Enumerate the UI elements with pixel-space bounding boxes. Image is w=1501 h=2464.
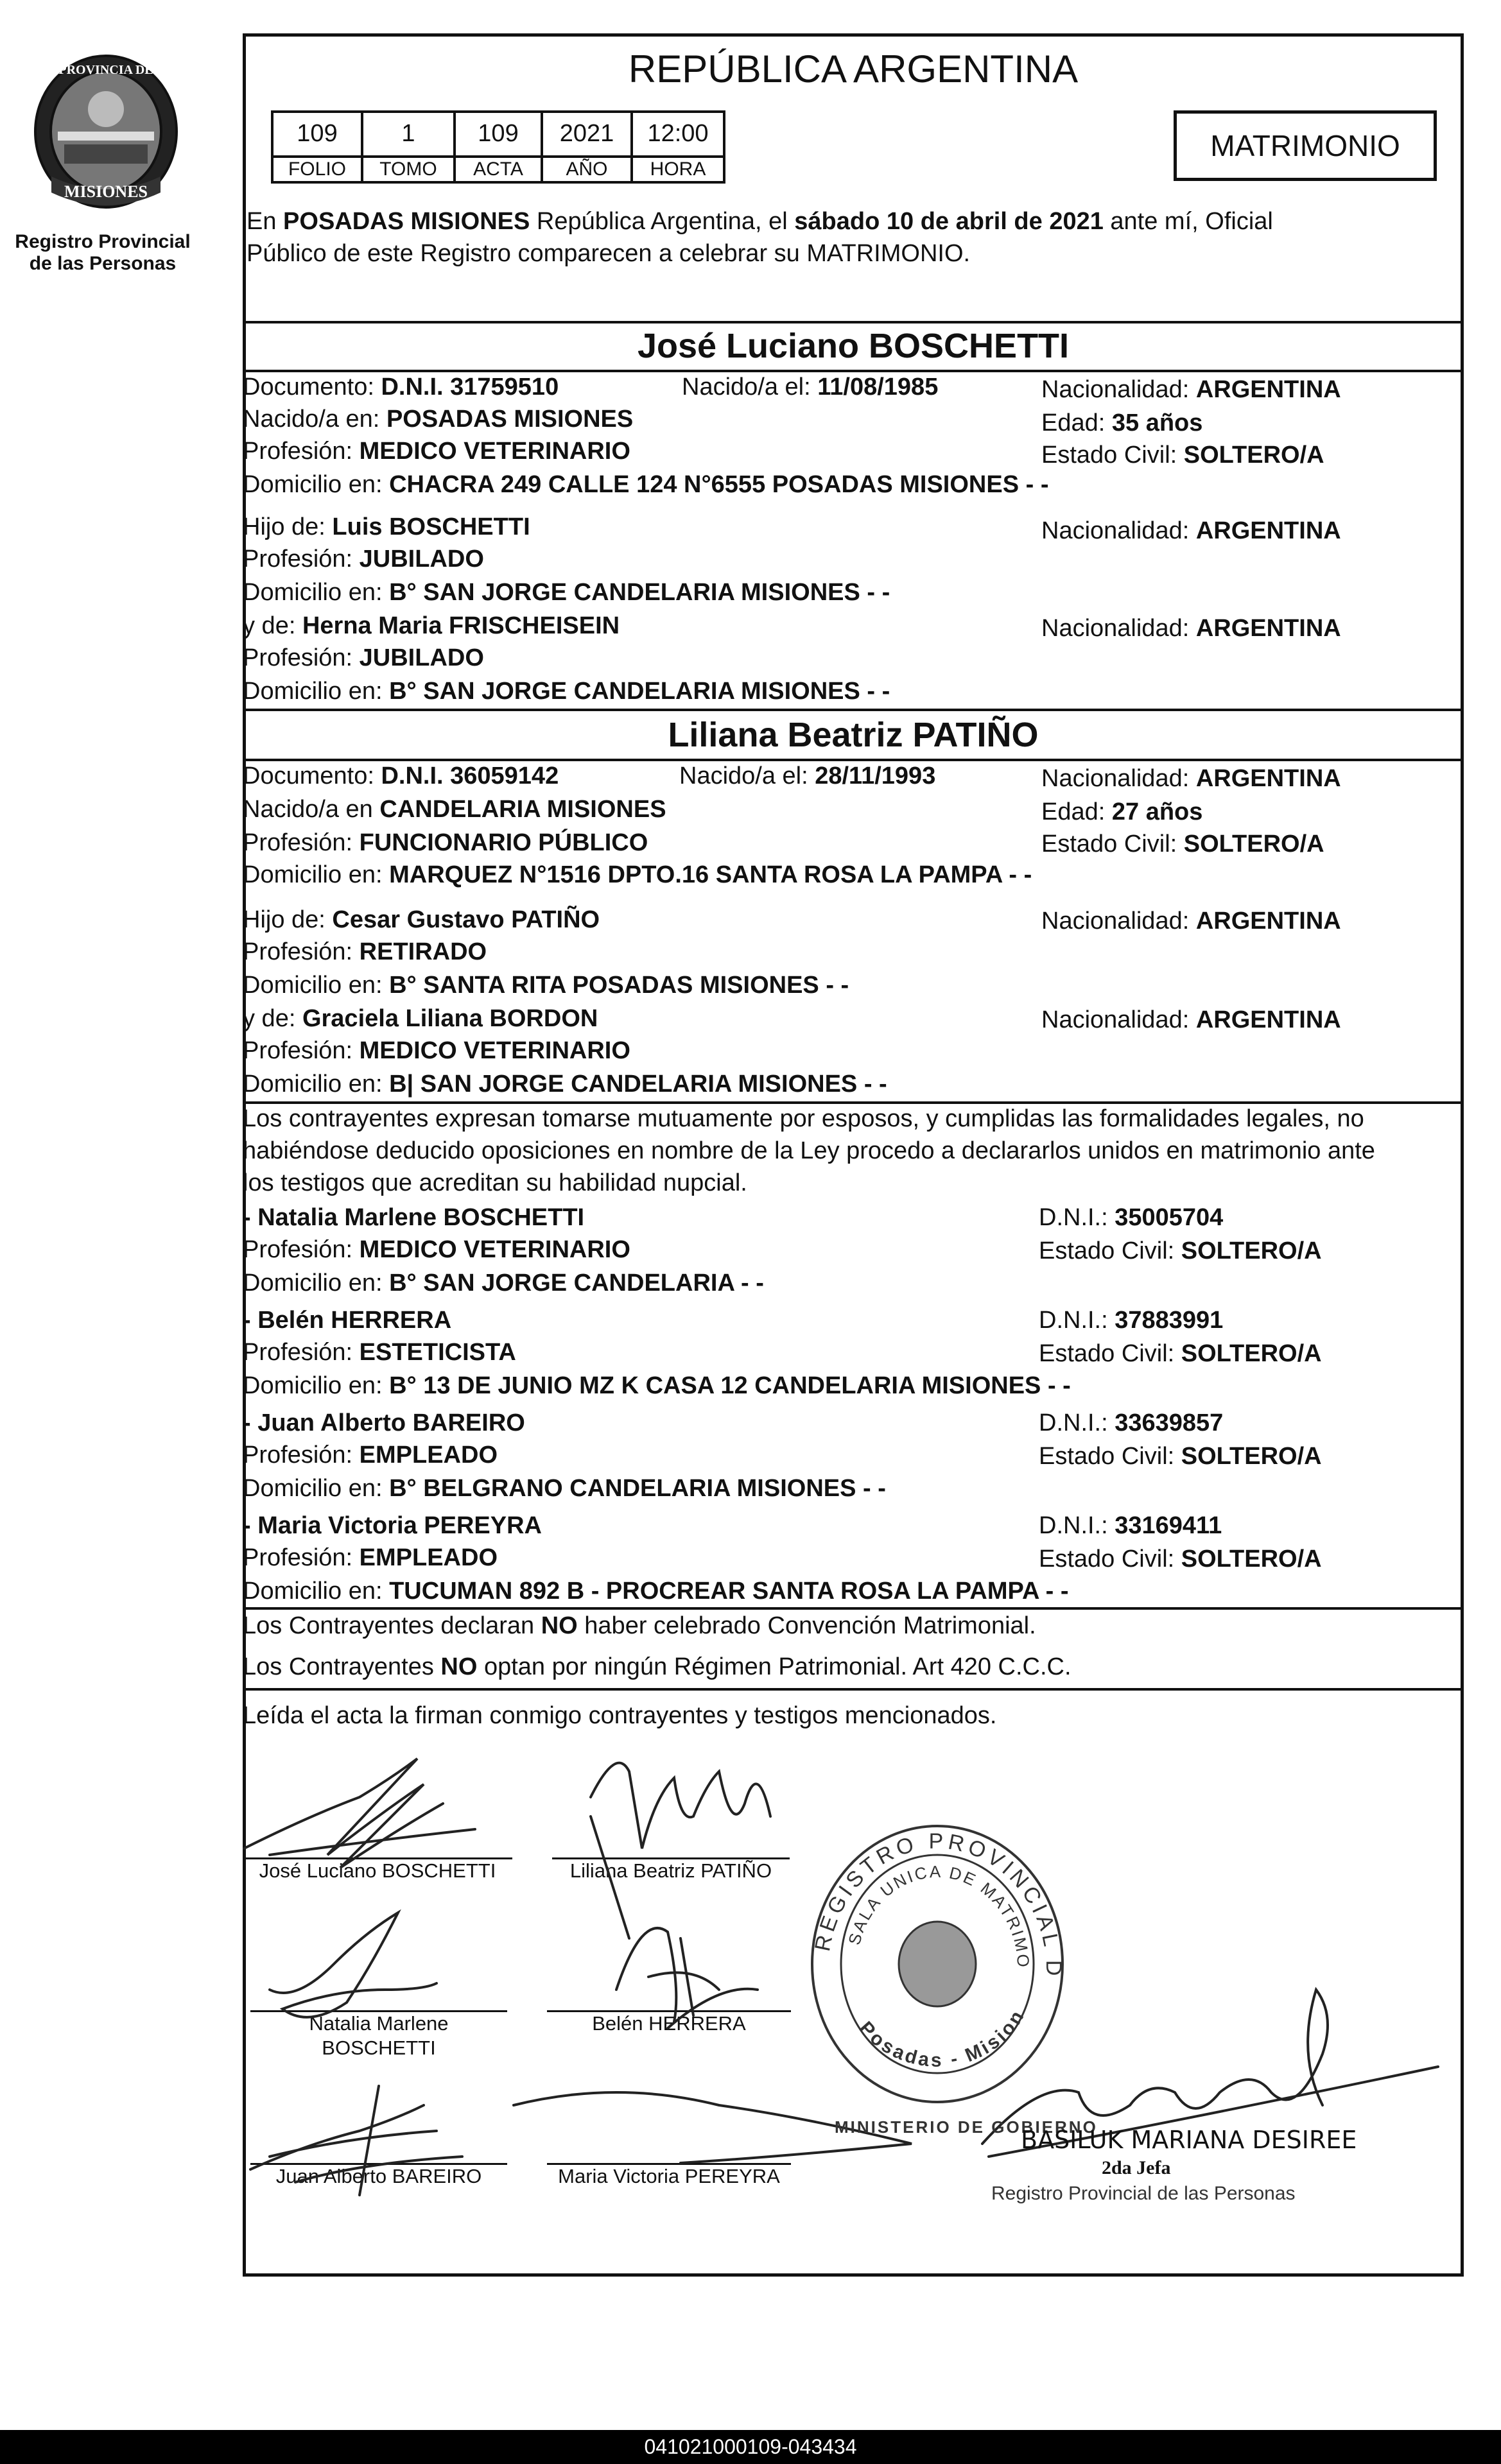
signature-caption-witness-3: Juan Alberto BAREIRO bbox=[275, 2165, 482, 2187]
witness-1-dni: D.N.I.: 35005704 bbox=[1039, 1204, 1224, 1231]
groom-profesion: Profesión: MEDICO VETERINARIO bbox=[243, 438, 630, 465]
witness-4-estado-civil: Estado Civil: SOLTERO/A bbox=[1039, 1546, 1322, 1572]
witness-1-domicilio: Domicilio en: B° SAN JORGE CANDELARIA - - bbox=[243, 1270, 764, 1297]
groom-nacido-en: Nacido/a en: POSADAS MISIONES bbox=[243, 406, 634, 433]
groom-father-domicilio: Domicilio en: B° SAN JORGE CANDELARIA MISIONES - - bbox=[243, 579, 890, 606]
signature-caption-witness-1b: BOSCHETTI bbox=[322, 2037, 436, 2059]
declaration-line-3: los testigos que acreditan su habilidad nupcial. bbox=[243, 1169, 747, 1196]
bride-father-profesion: Profesión: RETIRADO bbox=[243, 938, 487, 965]
bride-mother-profesion: Profesión: MEDICO VETERINARIO bbox=[243, 1037, 630, 1064]
witness-3-estado-civil: Estado Civil: SOLTERO/A bbox=[1039, 1443, 1322, 1470]
groom-mother-domicilio: Domicilio en: B° SAN JORGE CANDELARIA MISIONES - - bbox=[243, 678, 890, 705]
groom-father: Hijo de: Luis BOSCHETTI bbox=[243, 513, 530, 540]
witness-3-domicilio: Domicilio en: B° BELGRANO CANDELARIA MISIONES - - bbox=[243, 1475, 886, 1502]
bride-mother-domicilio: Domicilio en: B| SAN JORGE CANDELARIA MISIONES - - bbox=[243, 1071, 887, 1098]
intro-line-2: Público de este Registro comparecen a celebrar su MATRIMONIO. bbox=[247, 240, 971, 267]
official-title: 2da Jefa bbox=[1102, 2157, 1171, 2178]
witness-2-dni: D.N.I.: 37883991 bbox=[1039, 1307, 1224, 1334]
svg-text:PROVINCIA DE: PROVINCIA DE bbox=[58, 63, 153, 77]
bride-nacido-en: Nacido/a en CANDELARIA MISIONES bbox=[243, 796, 666, 823]
groom-edad: Edad: 35 años bbox=[1041, 409, 1203, 436]
bride-domicilio: Domicilio en: MARQUEZ N°1516 DPTO.16 SANTA ROSA LA PAMPA - - bbox=[243, 861, 1032, 888]
groom-documento: Documento: D.N.I. 31759510 bbox=[243, 374, 559, 401]
witness-4-dni: D.N.I.: 33169411 bbox=[1039, 1512, 1222, 1539]
official-seal bbox=[803, 1816, 1072, 2112]
document-title: REPÚBLICA ARGENTINA bbox=[628, 47, 1079, 90]
witness-2-profesion: Profesión: ESTETICISTA bbox=[243, 1339, 516, 1366]
folio-value-hora: 12:00 bbox=[630, 110, 725, 158]
document-type-badge: MATRIMONIO bbox=[1174, 110, 1437, 181]
signature-caption-witness-2: Belén HERRERA bbox=[592, 2012, 746, 2035]
witness-4-name: - Maria Victoria PEREYRA bbox=[243, 1512, 542, 1539]
signature-caption-groom: José Luciano BOSCHETTI bbox=[259, 1859, 496, 1882]
groom-estado-civil: Estado Civil: SOLTERO/A bbox=[1041, 442, 1324, 469]
signature-caption-bride: Liliana Beatriz PATIÑO bbox=[569, 1859, 772, 1882]
folio-label-año: AÑO bbox=[541, 155, 633, 184]
witness-4-profesion: Profesión: EMPLEADO bbox=[243, 1544, 498, 1571]
bride-name: Liliana Beatriz PATIÑO bbox=[668, 716, 1039, 754]
closing-statement: Leída el acta la firman conmigo contrayentes y testigos mencionados. bbox=[243, 1702, 997, 1729]
signature-caption-witness-1a: Natalia Marlene bbox=[309, 2012, 449, 2035]
convention-line-1: Los Contrayentes declaran NO haber celebrado Convención Matrimonial. bbox=[243, 1612, 1036, 1639]
bride-father-domicilio: Domicilio en: B° SANTA RITA POSADAS MISIONES - - bbox=[243, 972, 849, 999]
groom-mother-profesion: Profesión: JUBILADO bbox=[243, 644, 484, 671]
groom-mother: y de: Herna Maria FRISCHEISEIN bbox=[243, 612, 620, 639]
official-name: BASILUK MARIANA DESIREE bbox=[1021, 2126, 1357, 2154]
official-org: Registro Provincial de las Personas bbox=[991, 2183, 1296, 2204]
folio-label-folio: FOLIO bbox=[271, 155, 363, 184]
folio-value-tomo: 1 bbox=[361, 110, 456, 158]
groom-domicilio: Domicilio en: CHACRA 249 CALLE 124 N°6555 POSADAS MISIONES - - bbox=[243, 471, 1049, 498]
declaration-line-1: Los contrayentes expresan tomarse mutuamente por esposos, y cumplidas las formalidades legales, no bbox=[243, 1105, 1364, 1132]
witness-1-estado-civil: Estado Civil: SOLTERO/A bbox=[1039, 1237, 1322, 1264]
bride-mother: y de: Graciela Liliana BORDON bbox=[243, 1005, 598, 1032]
bride-edad: Edad: 27 años bbox=[1041, 798, 1203, 825]
witness-2-name: - Belén HERRERA bbox=[243, 1307, 452, 1334]
bride-nacido-el: Nacido/a el: 28/11/1993 bbox=[679, 762, 936, 789]
groom-mother-nacionalidad: Nacionalidad: ARGENTINA bbox=[1041, 615, 1341, 642]
folio-value-año: 2021 bbox=[541, 110, 633, 158]
svg-text:Posadas - Misiones: Posadas - Mision bbox=[855, 2005, 1030, 2071]
folio-value-folio: 109 bbox=[271, 110, 363, 158]
province-logo bbox=[26, 48, 186, 221]
groom-nacionalidad: Nacionalidad: ARGENTINA bbox=[1041, 376, 1341, 403]
bride-profesion: Profesión: FUNCIONARIO PÚBLICO bbox=[243, 829, 648, 856]
registry-seal-icon bbox=[803, 1816, 1072, 2112]
witness-1-name: - Natalia Marlene BOSCHETTI bbox=[243, 1204, 585, 1231]
signature-caption-witness-4: Maria Victoria PEREYRA bbox=[558, 2165, 780, 2187]
logo-caption-1: Registro Provincial bbox=[15, 231, 191, 252]
witness-3-profesion: Profesión: EMPLEADO bbox=[243, 1442, 498, 1469]
groom-father-profesion: Profesión: JUBILADO bbox=[243, 546, 484, 573]
folio-value-acta: 109 bbox=[453, 110, 543, 158]
logo-caption-2: de las Personas bbox=[29, 253, 177, 274]
groom-name: José Luciano BOSCHETTI bbox=[637, 327, 1070, 365]
groom-nacido-el: Nacido/a el: 11/08/1985 bbox=[682, 374, 939, 401]
bride-documento: Documento: D.N.I. 36059142 bbox=[243, 762, 559, 789]
witness-3-name: - Juan Alberto BAREIRO bbox=[243, 1409, 525, 1436]
witness-4-domicilio: Domicilio en: TUCUMAN 892 B - PROCREAR SANTA ROSA LA PAMPA - - bbox=[243, 1578, 1069, 1605]
bride-mother-nacionalidad: Nacionalidad: ARGENTINA bbox=[1041, 1006, 1341, 1033]
footer-code-bar: 041021000109-043434 bbox=[0, 2430, 1501, 2464]
folio-label-acta: ACTA bbox=[453, 155, 543, 184]
witness-3-dni: D.N.I.: 33639857 bbox=[1039, 1409, 1224, 1436]
svg-text:MISIONES: MISIONES bbox=[64, 182, 148, 201]
seal-ministry: MINISTERIO DE GOBIERNO bbox=[835, 2117, 1098, 2137]
bride-father-nacionalidad: Nacionalidad: ARGENTINA bbox=[1041, 908, 1341, 935]
witness-2-domicilio: Domicilio en: B° 13 DE JUNIO MZ K CASA 12 CANDELARIA MISIONES - - bbox=[243, 1372, 1071, 1399]
witness-2-estado-civil: Estado Civil: SOLTERO/A bbox=[1039, 1340, 1322, 1367]
declaration-line-2: habiéndose deducido oposiciones en nombre de la Ley procedo a declararlos unidos en matrimonio ante bbox=[243, 1137, 1375, 1164]
intro-line-1: En POSADAS MISIONES República Argentina, el sábado 10 de abril de 2021 ante mí, Oficial bbox=[247, 208, 1273, 235]
witness-1-profesion: Profesión: MEDICO VETERINARIO bbox=[243, 1236, 630, 1263]
bride-father: Hijo de: Cesar Gustavo PATIÑO bbox=[243, 906, 600, 933]
svg-text:SALA UNICA DE MATRIMONIOS: SALA UNICA DE MATRIMO bbox=[844, 1861, 1034, 1970]
folio-label-tomo: TOMO bbox=[361, 155, 456, 184]
svg-text:REGISTRO PROVINCIAL DE LAS PER: REGISTRO PROVINCIAL D bbox=[810, 1829, 1066, 1980]
bride-nacionalidad: Nacionalidad: ARGENTINA bbox=[1041, 765, 1341, 792]
bride-estado-civil: Estado Civil: SOLTERO/A bbox=[1041, 831, 1324, 857]
province-shield-icon bbox=[26, 48, 186, 221]
convention-line-2: Los Contrayentes NO optan por ningún Régimen Patrimonial. Art 420 C.C.C. bbox=[243, 1653, 1072, 1680]
groom-father-nacionalidad: Nacionalidad: ARGENTINA bbox=[1041, 517, 1341, 544]
folio-label-hora: HORA bbox=[630, 155, 725, 184]
